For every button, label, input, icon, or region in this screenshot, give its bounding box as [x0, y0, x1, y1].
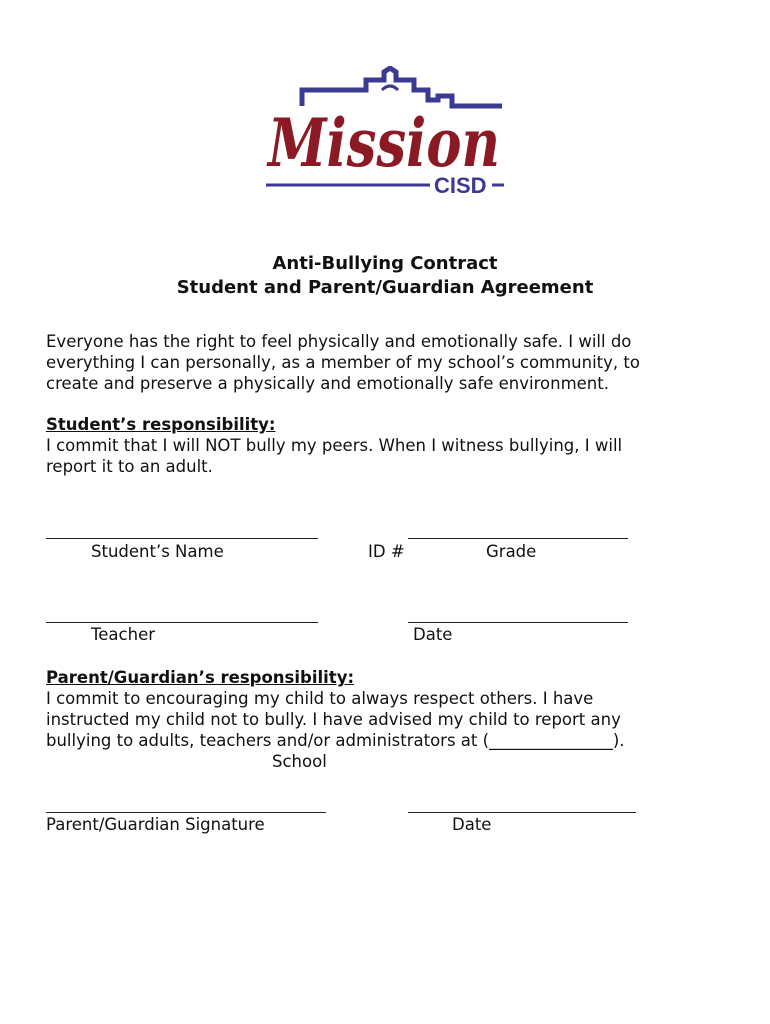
parent-signature-label: Parent/Guardian Signature	[46, 815, 265, 834]
student-line: report it to an adult.	[46, 457, 213, 476]
student-section	[46, 414, 726, 477]
parent-date-label: Date	[452, 815, 492, 834]
teacher-label: Teacher	[91, 625, 156, 644]
svg-text:Mission: Mission	[266, 104, 500, 182]
school-field[interactable]	[517, 749, 657, 750]
contract-title: Anti-Bullying Contract	[272, 253, 498, 274]
logo-graphic	[262, 66, 512, 198]
student-name-field[interactable]	[46, 538, 318, 539]
student-date-label: Date	[413, 625, 453, 644]
parent-signature-field[interactable]	[46, 812, 326, 813]
parent-section	[46, 667, 726, 751]
parent-line: bullying to adults, teachers and/or administrators at (_______________).	[46, 731, 625, 750]
svg-text:CISD: CISD	[434, 173, 487, 198]
intro-line: everything I can personally, as a member of my school’s community, to	[46, 353, 640, 372]
student-name-label: Student’s Name	[91, 542, 224, 561]
parent-line: instructed my child not to bully. I have advised my child to report any	[46, 710, 621, 729]
student-heading: Student’s responsibility:	[46, 415, 276, 434]
school-label: School	[272, 752, 327, 771]
contract-subtitle: Student and Parent/Guardian Agreement	[176, 277, 594, 298]
teacher-field[interactable]	[46, 622, 318, 623]
intro-line: create and preserve a physically and emotionally safe environment.	[46, 374, 609, 393]
student-date-field[interactable]	[408, 622, 628, 623]
mission-cisd-logo	[262, 66, 512, 198]
parent-line: I commit to encouraging my child to always respect others. I have	[46, 689, 594, 708]
id-grade-field[interactable]	[408, 538, 628, 539]
parent-date-field[interactable]	[408, 812, 636, 813]
intro-line: Everyone has the right to feel physically and emotionally safe. I will do	[46, 332, 632, 351]
id-label: ID #	[368, 542, 405, 561]
parent-heading: Parent/Guardian’s responsibility:	[46, 668, 355, 687]
grade-label: Grade	[486, 542, 537, 561]
student-line: I commit that I will NOT bully my peers. When I witness bullying, I will	[46, 436, 623, 455]
intro-paragraph	[46, 331, 726, 394]
